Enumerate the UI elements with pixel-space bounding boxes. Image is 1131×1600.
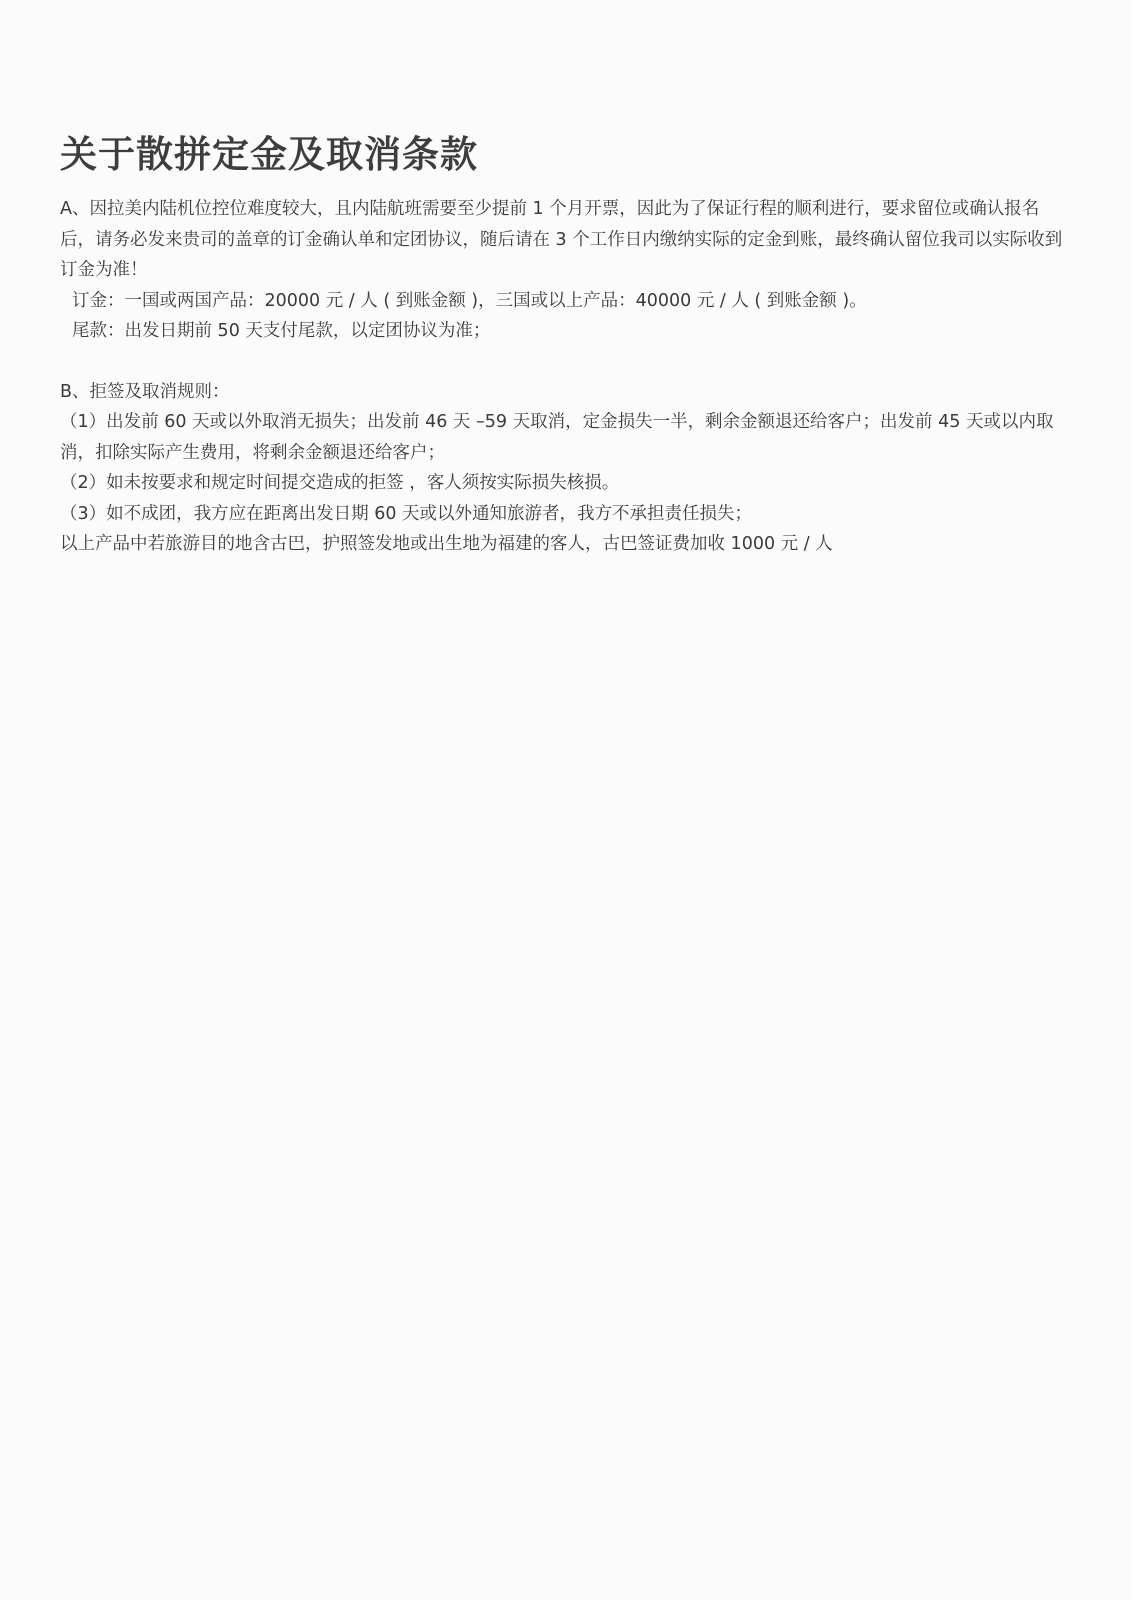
document-page	[60, 130, 1072, 560]
balance-terms: 尾款：出发日期前 50 天支付尾款，以定团协议为准；	[72, 321, 491, 341]
rule-3: （3）如不成团，我方应在距离出发日期 60 天或以外通知旅游者，我方不承担责任损失；	[60, 503, 753, 524]
document-title: 关于散拼定金及取消条款	[60, 133, 478, 176]
cuba-visa-note: 以上产品中若旅游目的地含古巴，护照签发地或出生地为福建的客人，古巴签证费加收 1000 元 / 人	[60, 534, 833, 554]
section-divider	[60, 347, 1072, 377]
rule-2: （2）如未按要求和规定时间提交造成的拒签 ，客人须按实际损失核损。	[60, 473, 620, 493]
section-a-intro: A、因拉美内陆机位控位难度较大，且内陆航班需要至少提前 1 个月开票，因此为了保证行程的顺利进行，要求留位或确认报名后，请务必发来贵司的盖章的订金确认单和定团协议，随后请在 3 个工作日内缴纳实际的定金到账，最终确认留位我司以实际收到订金为准！	[60, 199, 1063, 280]
rule-1: （1）出发前 60 天或以外取消无损失；出发前 46 天 –59 天取消，定金损失一半，剩余金额退还给客户；出发前 45 天或以内取消，扣除实际产生费用，将剩余金额退还给客户；	[60, 412, 1054, 463]
section-b-heading: B、拒签及取消规则：	[60, 381, 230, 402]
deposit-terms: 订金：一国或两国产品：20000 元 / 人 ( 到账金额 )，三国或以上产品：40000 元 / 人 ( 到账金额 )。	[72, 290, 867, 311]
